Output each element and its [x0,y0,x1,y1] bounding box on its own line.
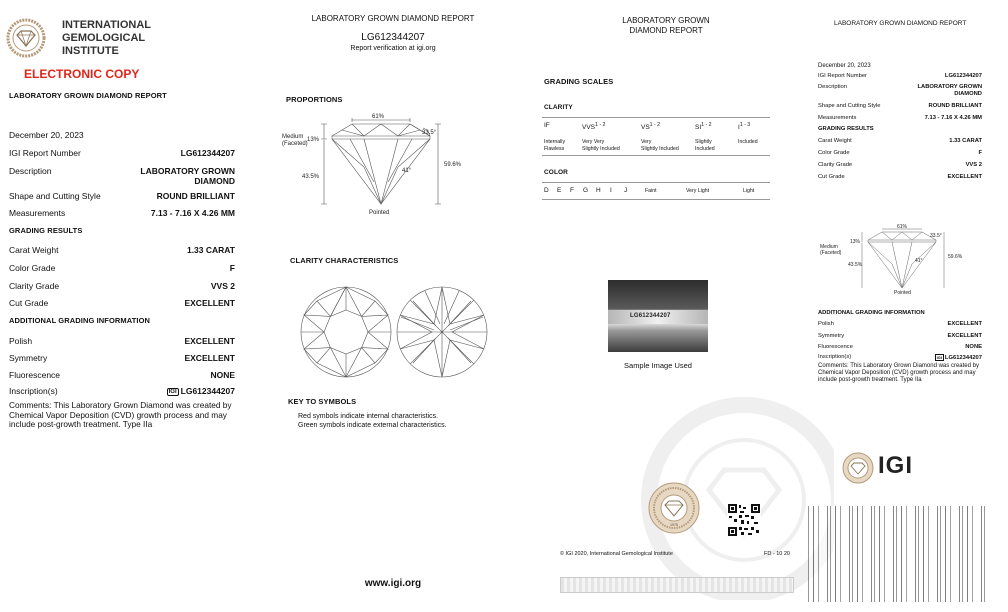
panel4-girdle-1: Medium [820,244,838,250]
panel4-table-percent: 61% [897,224,908,230]
clarity-desc-vs: Very Slightly Included [641,139,679,152]
pavilion-plot [396,286,488,378]
panel4-title: LABORATORY GROWN DIAMOND REPORT [834,20,967,27]
color-letter-g: G [583,187,589,194]
clarity-grade-if: IF [544,122,550,129]
comments: Comments: This Laboratory Grown Diamond was created by Chemical Vapor Deposition (CVD) growth process and may include post-growth treatment. Type IIa [9,400,232,430]
report-title: LABORATORY GROWN DIAMOND REPORT [9,91,167,100]
crown-plot [300,286,392,378]
org-name: INTERNATIONAL GEMOLOGICAL INSTITUTE [62,19,152,57]
clarity-grade-si: SI$^{1 - 2}$ [695,122,712,132]
color-scale-line-top [542,182,770,183]
clarity-desc-if: Internally Flawless [544,139,566,152]
color-desc-faint: Faint [645,188,657,194]
girdle-label-1: Medium [282,134,304,140]
clarity-desc-i: Included [738,139,758,145]
panel2-title: LABORATORY GROWN DIAMOND REPORT [311,14,475,23]
sample-inscription-text: LG612344207 [630,313,671,319]
color-desc-very-light: Very Light [686,188,710,194]
color-letter-j: J [624,187,628,194]
proportions-diagram [280,112,500,218]
igi-gold-seal-icon [648,482,700,534]
clarity-scale-line-top [542,117,770,118]
panel4-symmetry-row: Symmetry EXCELLENT [818,333,982,339]
form-code: FD - 10 20 [764,551,790,557]
color-letter-f: F [570,187,574,194]
panel4-clarity-row: Clarity Grade VVS 2 [818,162,982,168]
clarity-desc-vvs: Very Very Slightly Included [582,139,620,152]
measurements-row: Measurements 7.13 - 7.16 X 4.26 MM [9,208,235,218]
panel4-crown-angle: 33.5° [930,233,942,239]
report-number-row: IGI Report Number LG612344207 [9,148,235,158]
color-letter-d: D [544,187,549,194]
panel4-igi-seal-icon [842,452,874,484]
verification-note: Report verification at igi.org [350,45,436,52]
clarity-grade-vs: VS$^{1 - 2}$ [641,122,661,132]
clarity-scale-heading: CLARITY [544,104,573,111]
table-percent: 61% [372,114,385,120]
shape-row: Shape and Cutting Style ROUND BRILLIANT [9,191,235,201]
panel4-date: December 20, 2023 [818,63,871,69]
panel4-measurements-row: Measurements 7.13 - 7.16 X 4.26 MM [818,115,982,121]
report-panel-1 [0,0,262,612]
description-row: Description LABORATORY GROWN DIAMOND [9,166,235,186]
panel4-report-number-row: IGI Report Number LG612344207 [818,73,982,79]
panel4-shape-row: Shape and Cutting Style ROUND BRILLIANT [818,103,982,109]
fluorescence-row: Fluorescence NONE [9,370,235,380]
panel4-culet: Pointed [894,290,911,296]
culet-label: Pointed [369,210,390,216]
clarity-row: Clarity Grade VVS 2 [9,281,235,291]
panel4-description-row: Description LABORATORY GROWN DIAMOND [818,84,982,97]
panel4-proportions-diagram [816,224,996,296]
panel4-total-depth: 59.6% [948,254,963,260]
security-strip [560,577,794,593]
color-letter-h: H [596,187,601,194]
key-red-note: Red symbols indicate internal characteristics. [298,413,439,420]
grading-scales-heading: GRADING SCALES [544,77,614,86]
crown-height: 13% [307,137,320,143]
color-letter-i: I [610,187,612,194]
electronic-copy-label: ELECTRONIC COPY [24,67,140,81]
seal-year: 1975 [670,523,678,527]
clarity-desc-si: Slightly Included [695,139,715,152]
igi-seal-icon [6,18,46,58]
carat-row: Carat Weight 1.33 CARAT [9,245,235,255]
website: www.igi.org [364,578,422,589]
pavilion-depth: 43.5% [302,174,320,180]
additional-heading: ADDITIONAL GRADING INFORMATION [9,316,151,325]
cut-row: Cut Grade EXCELLENT [9,298,235,308]
polish-row: Polish EXCELLENT [9,336,235,346]
panel4-fluorescence-row: Fluorescence NONE [818,344,982,350]
color-desc-light: Light [743,188,755,194]
clarity-grade-i: $I^{1 - 3}$ [738,122,751,132]
panel4-additional-heading: ADDITIONAL GRADING INFORMATION [818,310,925,316]
symmetry-row: Symmetry EXCELLENT [9,353,235,363]
panel3-title: LABORATORY GROWN DIAMOND REPORT [622,16,710,35]
panel4-girdle-2: (Faceted) [820,250,842,256]
sample-inscription-image [608,280,708,352]
panel4-pavilion-depth: 43.5% [848,262,863,268]
total-depth: 59.6% [444,162,462,168]
key-to-symbols-heading: KEY TO SYMBOLS [288,397,357,406]
panel4-crown-height: 13% [850,239,861,245]
color-scale-line-bottom [542,199,770,200]
panel4-polish-row: Polish EXCELLENT [818,321,982,327]
igi-mark-icon: IGI [168,389,177,395]
color-row: Color Grade F [9,263,235,273]
panel2-report-number: LG612344207 [361,32,425,43]
panel4-cut-row: Cut Grade EXCELLENT [818,174,982,180]
panel4-comments: Comments: This Laboratory Grown Diamond was created by Chemical Vapor Deposition (CVD) growth process and may include post-growth treatment. Type IIa [818,363,979,383]
clarity-characteristics-heading: CLARITY CHARACTERISTICS [290,256,399,265]
panel4-pavilion-angle: 41° [915,258,923,264]
qr-code-icon [727,503,761,537]
grading-results-heading: GRADING RESULTS [9,226,83,235]
panel4-grading-results-heading: GRADING RESULTS [818,126,874,132]
inscription-row: Inscription(s) IGI LG612344207 [9,386,235,396]
panel4-rotated-summary [808,506,988,602]
panel4-igi-mark-icon: IGI [936,355,942,360]
crown-angle: 33.5° [422,130,437,136]
panel4-carat-row: Carat Weight 1.33 CARAT [818,138,982,144]
color-scale-heading: COLOR [544,169,568,176]
panel4-inscription-row: Inscription(s) IGI LG612344207 [818,354,982,361]
sample-caption: Sample Image Used [624,361,692,370]
report-date: December 20, 2023 [9,130,84,140]
panel4-color-row: Color Grade F [818,150,982,156]
girdle-label-2: (Faceted) [282,141,308,147]
pavilion-angle: 41° [402,168,412,174]
proportions-heading: PROPORTIONS [286,95,343,104]
color-letter-e: E [557,187,562,194]
copyright-note: © IGI 2020, International Gemological Institute [560,551,673,557]
report-panel-2 [262,0,524,612]
report-panel-4 [808,0,1008,612]
report-panel-3 [524,0,808,612]
clarity-scale-line-bottom [542,155,770,156]
panel4-igi-logo-text: IGI [878,452,914,479]
clarity-grade-vvs: VVS$^{1 - 2}$ [582,122,606,132]
key-green-note: Green symbols indicate external characteristics. [298,422,447,429]
